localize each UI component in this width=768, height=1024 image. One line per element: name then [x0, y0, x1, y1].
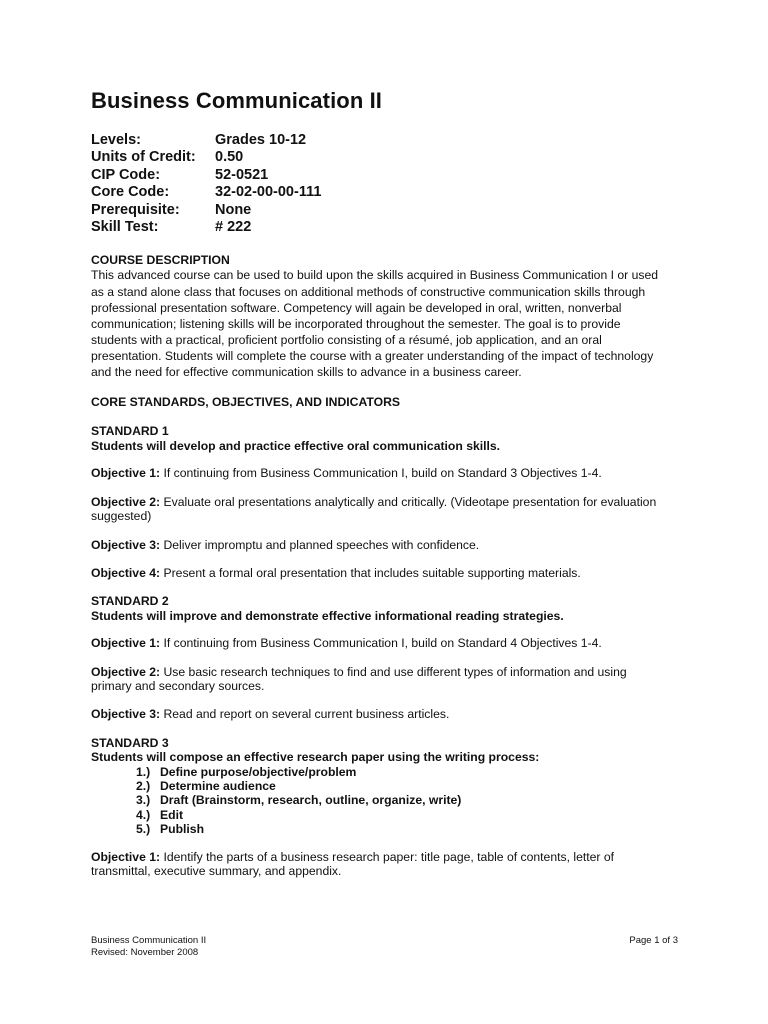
objective-text: suggested) [91, 509, 152, 524]
standard-text: Students will improve and demonstrate effective informational reading strategies. [91, 608, 564, 623]
course-info-value: Grades 10-12 [215, 132, 307, 148]
objective-text: If continuing from Business Communication I, build on Standard 4 Objectives 1-4. [160, 636, 602, 651]
course-description-line: as a stand alone class that focuses on additional methods of constructive communication skills through [91, 284, 646, 299]
document-body [91, 253, 691, 878]
step-number: 1.) [136, 764, 151, 779]
course-info-row [91, 167, 491, 184]
course-description-line: students with a practical, proficient portfolio consisting of a résumé, job application, and an oral [91, 332, 602, 347]
footer-document-info [91, 935, 206, 958]
objective [91, 707, 691, 721]
objective [91, 566, 691, 580]
objective [91, 538, 691, 552]
standard-label: STANDARD 3 [91, 735, 169, 750]
writing-step [91, 779, 691, 793]
writing-step [91, 822, 691, 836]
course-info-label: Core Code: [91, 184, 170, 201]
course-info-value: None [215, 201, 252, 218]
course-info-label: Prerequisite: [91, 201, 180, 218]
core-standards-heading: CORE STANDARDS, OBJECTIVES, AND INDICATORS [91, 395, 400, 410]
objective-label: Objective 1: [91, 849, 161, 864]
objective-label: Objective 1: [91, 636, 161, 651]
objective [91, 665, 691, 694]
course-description-line: presentation. Students will complete the course with a greater understanding of the impact of technology [91, 348, 654, 363]
course-info-label: Levels: [91, 132, 141, 148]
course-info-row [91, 219, 491, 236]
document-title: Business Communication II [91, 88, 382, 113]
objective-label: Objective 2: [91, 494, 161, 509]
objective [91, 636, 691, 650]
standard-text: Students will develop and practice effective oral communication skills. [91, 438, 501, 453]
step-text: Publish [160, 822, 205, 837]
objective-label: Objective 2: [91, 664, 161, 679]
objective-label: Objective 4: [91, 565, 161, 580]
objective-text: transmittal, executive summary, and appendix. [91, 864, 342, 878]
standard-label: STANDARD 1 [91, 424, 169, 439]
objective-text: If continuing from Business Communication I, build on Standard 3 Objectives 1-4. [160, 466, 602, 481]
course-info-label: Skill Test: [91, 218, 159, 235]
standard-1 [91, 424, 691, 453]
step-number: 3.) [136, 793, 151, 808]
step-number: 4.) [136, 807, 151, 822]
course-description-text [91, 267, 691, 380]
writing-step [91, 808, 691, 822]
course-info-value: # 222 [215, 218, 252, 235]
objective-text: Use basic research techniques to find and use different types of information and using [160, 664, 627, 679]
objective-text: Deliver impromptu and planned speeches with confidence. [160, 537, 480, 552]
standard-label: STANDARD 2 [91, 594, 169, 609]
objective [91, 850, 691, 879]
footer-doc-name: Business Communication II [91, 935, 207, 946]
writing-step [91, 793, 691, 807]
writing-process-steps [91, 765, 691, 837]
course-description-line: professional presentation software. Competency will again be developed in oral, written, nonverbal [91, 300, 622, 315]
objective-label: Objective 1: [91, 466, 161, 481]
standard-2 [91, 594, 691, 623]
step-text: Determine audience [160, 778, 276, 793]
step-number: 5.) [136, 822, 151, 837]
objective [91, 466, 691, 480]
objective [91, 495, 691, 524]
course-description-line: This advanced course can be used to build upon the skills acquired in Business Communication I or used [91, 268, 659, 283]
step-text: Draft (Brainstorm, research, outline, organize, write) [160, 793, 462, 808]
course-info-value: 0.50 [215, 149, 244, 166]
course-info-table [91, 132, 491, 236]
course-info-label: Units of Credit: [91, 149, 196, 166]
objective-text: Read and report on several current business articles. [160, 707, 450, 722]
objective-text: Identify the parts of a business research paper: title page, table of contents, letter of [160, 849, 615, 864]
objective-label: Objective 3: [91, 537, 161, 552]
objective-label: Objective 3: [91, 707, 161, 722]
footer-page-number: Page 1 of 3 [629, 935, 678, 946]
course-info-value: 32-02-00-00-111 [215, 184, 322, 201]
step-number: 2.) [136, 778, 151, 793]
course-description-line: communication; listening skills will be incorporated throughout the semester. The goal is to provide [91, 316, 621, 331]
objective-text: Present a formal oral presentation that includes suitable supporting materials. [160, 565, 581, 580]
standard-3 [91, 736, 691, 837]
step-text: Edit [160, 807, 184, 822]
course-info-value: 52-0521 [215, 166, 269, 183]
course-info-row [91, 149, 491, 166]
writing-step [91, 765, 691, 779]
objective-text: Evaluate oral presentations analytically and critically. (Videotape presentation for evaluation [160, 494, 657, 509]
objective-text: primary and secondary sources. [91, 678, 265, 693]
standard-text: Students will compose an effective research paper using the writing process: [91, 750, 540, 765]
course-info-label: CIP Code: [91, 166, 161, 183]
course-info-row [91, 184, 491, 201]
step-text: Define purpose/objective/problem [160, 764, 357, 779]
course-info-row [91, 202, 491, 219]
footer-revised-date: Revised: November 2008 [91, 946, 199, 958]
course-description-heading: COURSE DESCRIPTION [91, 253, 230, 267]
course-description-line: and the need for effective communication skills to advance in a business career. [91, 364, 522, 379]
course-info-row [91, 132, 491, 149]
